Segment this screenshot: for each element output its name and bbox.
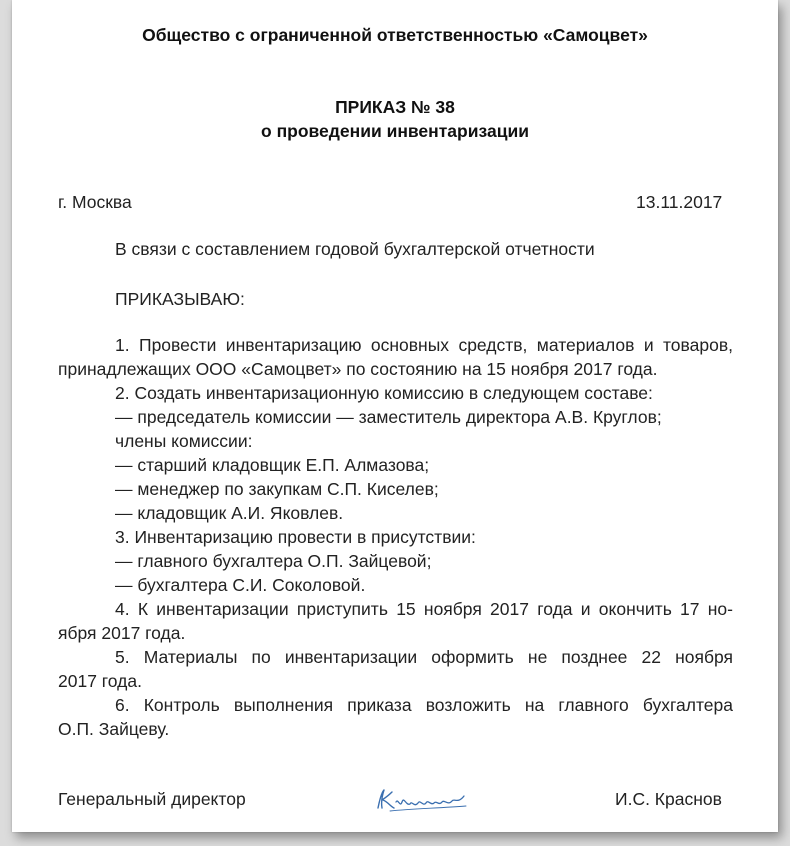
item-line: ября 2017 года.: [58, 623, 186, 643]
item-line: члены комиссии:: [115, 431, 253, 451]
item-line: — бухгалтера С.И. Соколовой.: [115, 575, 366, 595]
order-word: ПРИКАЗЫВАЮ:: [115, 289, 245, 309]
item-line: — главного бухгалтера О.П. Зайцевой;: [115, 551, 432, 571]
item-line: — кладовщик А.И. Яковлев.: [115, 503, 344, 523]
handwritten-signature: [370, 784, 470, 814]
signer-position: Генеральный директор: [58, 789, 246, 809]
item-line: 3. Инвентаризацию провести в присутствии:: [115, 527, 476, 547]
order-title: ПРИКАЗ № 38: [335, 97, 455, 117]
city: г. Москва: [58, 192, 132, 212]
item-line: 2017 года.: [58, 671, 142, 691]
preamble: В связи с составлением годовой бухгалтерской отчетности: [115, 239, 595, 259]
item-line: — менеджер по закупкам С.П. Киселев;: [115, 479, 439, 499]
signer-name: И.С. Краснов: [615, 789, 722, 809]
item-line: — старший кладовщик Е.П. Алмазова;: [115, 455, 430, 475]
item-line: О.П. Зайцеву.: [58, 719, 170, 739]
item-line: — председатель комиссии — заместитель директора А.В. Круглов;: [115, 407, 662, 427]
item-line: 1. Провести инвентаризацию основных средств, материалов и товаров,: [115, 335, 733, 355]
organization-name: Общество с ограниченной ответственностью «Самоцвет»: [142, 25, 648, 45]
item-line: 6. Контроль выполнения приказа возложить на главного бухгалтера: [115, 695, 733, 715]
item-line: 2. Создать инвентаризационную комиссию в следующем составе:: [115, 383, 653, 403]
item-line: 4. К инвентаризации приступить 15 ноября 2017 года и окончить 17 но-: [115, 599, 733, 619]
item-line: 5. Материалы по инвентаризации оформить не позднее 22 ноября: [115, 647, 733, 667]
order-date: 13.11.2017: [636, 192, 723, 212]
order-subject: о проведении инвентаризации: [261, 121, 529, 141]
item-line: принадлежащих ООО «Самоцвет» по состоянию на 15 ноября 2017 года.: [58, 359, 658, 379]
